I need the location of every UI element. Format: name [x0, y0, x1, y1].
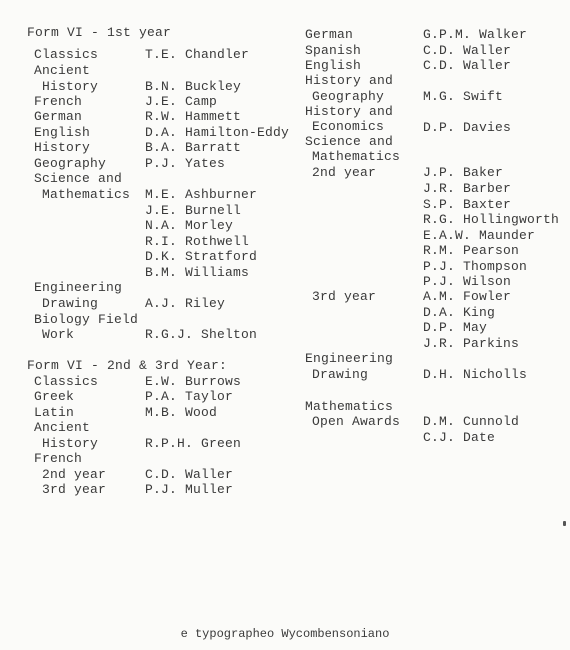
subject-label: Science and [305, 134, 394, 149]
pupil-name: D.P. Davies [423, 120, 512, 135]
subject-label: Economics [312, 119, 385, 134]
subject-label: Classics [34, 47, 99, 62]
pupil-name: P.J. Wilson [423, 274, 512, 289]
pupil-name: R.I. Rothwell [145, 234, 250, 249]
pupil-name: B.A. Barratt [145, 140, 242, 155]
pupil-name: C.J. Date [423, 430, 496, 445]
pupil-name: J.R. Parkins [423, 336, 520, 351]
subject-label: Geography [312, 89, 385, 104]
subject-label: Ancient [34, 63, 91, 78]
subject-label: German [34, 109, 83, 124]
subject-label: German [305, 27, 354, 42]
subject-label: 2nd year [312, 165, 377, 180]
pupil-name: C.D. Waller [423, 43, 512, 58]
pupil-name: J.R. Barber [423, 181, 512, 196]
pupil-name: T.E. Chandler [145, 47, 250, 62]
subject-label: Mathematics [312, 149, 401, 164]
subject-label: Latin [34, 405, 75, 420]
subject-label: 2nd year [42, 467, 107, 482]
pupil-name: D.K. Stratford [145, 249, 258, 264]
section-heading-form6-first: Form VI - 1st year [27, 25, 172, 40]
pupil-name: P.A. Taylor [145, 389, 234, 404]
pupil-name: G.P.M. Walker [423, 27, 528, 42]
pupil-name: C.D. Waller [145, 467, 234, 482]
subject-label: History [42, 436, 99, 451]
pupil-name: E.W. Burrows [145, 374, 242, 389]
pupil-name: D.H. Nicholls [423, 367, 528, 382]
pupil-name: D.M. Cunnold [423, 414, 520, 429]
subject-label: Engineering [305, 351, 394, 366]
pupil-name: J.P. Baker [423, 165, 504, 180]
pupil-name: R.M. Pearson [423, 243, 520, 258]
subject-label: French [34, 94, 83, 109]
pupil-name: P.J. Yates [145, 156, 226, 171]
subject-label: English [34, 125, 91, 140]
pupil-name: P.J. Thompson [423, 259, 528, 274]
pupil-name: M.E. Ashburner [145, 187, 258, 202]
pupil-name: J.E. Burnell [145, 203, 242, 218]
pupil-name: D.A. Hamilton-Eddy [145, 125, 290, 140]
pupil-name: N.A. Morley [145, 218, 234, 233]
section-heading-form6-second: Form VI - 2nd & 3rd Year: [27, 358, 228, 373]
pupil-name: R.G.J. Shelton [145, 327, 258, 342]
pupil-name: E.A.W. Maunder [423, 228, 536, 243]
subject-label: Greek [34, 389, 75, 404]
subject-label: 3rd year [42, 482, 107, 497]
subject-label: Classics [34, 374, 99, 389]
pupil-name: P.J. Muller [145, 482, 234, 497]
subject-label: English [305, 58, 362, 73]
subject-label: History and [305, 104, 394, 119]
pupil-name: D.A. King [423, 305, 496, 320]
subject-label: 3rd year [312, 289, 377, 304]
subject-label: Spanish [305, 43, 362, 58]
pupil-name: B.N. Buckley [145, 79, 242, 94]
subject-label: Mathematics [42, 187, 131, 202]
subject-label: Geography [34, 156, 107, 171]
ink-speck [563, 521, 566, 526]
subject-label: Ancient [34, 420, 91, 435]
pupil-name: C.D. Waller [423, 58, 512, 73]
pupil-name: R.W. Hammett [145, 109, 242, 124]
printer-imprint: e typographeo Wycombensoniano [180, 627, 390, 641]
pupil-name: D.P. May [423, 320, 488, 335]
pupil-name: A.M. Fowler [423, 289, 512, 304]
subject-label: French [34, 451, 83, 466]
subject-label: Open Awards [312, 414, 401, 429]
subject-label: History [42, 79, 99, 94]
pupil-name: M.G. Swift [423, 89, 504, 104]
pupil-name: J.E. Camp [145, 94, 218, 109]
pupil-name: S.P. Baxter [423, 197, 512, 212]
pupil-name: M.B. Wood [145, 405, 218, 420]
subject-label: History and [305, 73, 394, 88]
pupil-name: A.J. Riley [145, 296, 226, 311]
pupil-name: R.P.H. Green [145, 436, 242, 451]
subject-label: Work [42, 327, 75, 342]
subject-label: History [34, 140, 91, 155]
subject-label: Mathematics [305, 399, 394, 414]
pupil-name: B.M. Williams [145, 265, 250, 280]
subject-label: Engineering [34, 280, 123, 295]
subject-label: Biology Field [34, 312, 139, 327]
pupil-name: R.G. Hollingworth [423, 212, 560, 227]
subject-label: Science and [34, 171, 123, 186]
subject-label: Drawing [42, 296, 99, 311]
subject-label: Drawing [312, 367, 369, 382]
